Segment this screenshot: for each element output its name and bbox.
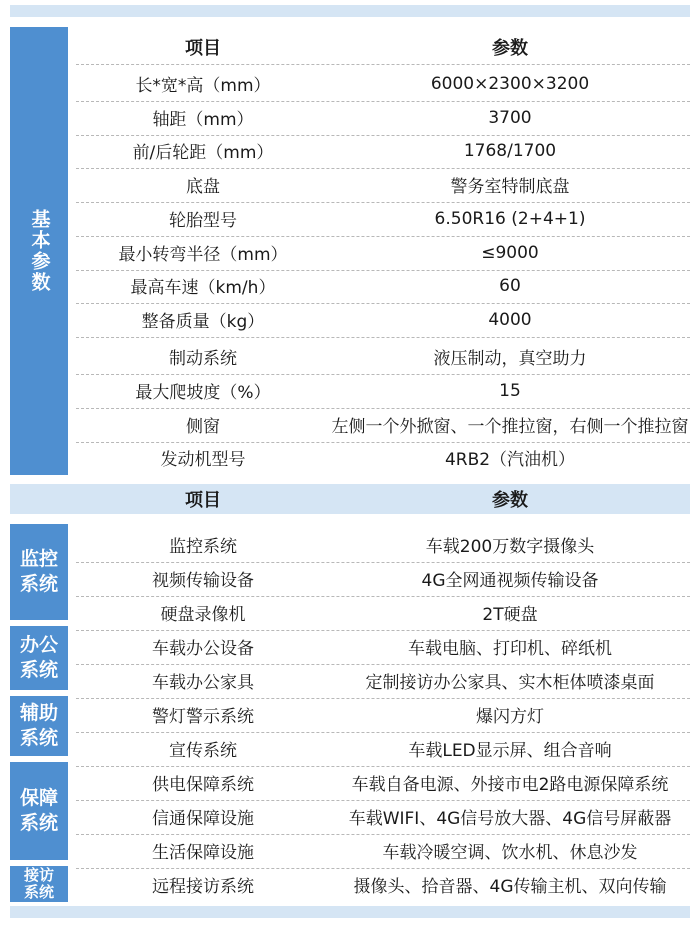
param-cell: 4G全网通视频传输设备 — [421, 571, 599, 591]
param-cell: 15 — [499, 380, 521, 401]
table-row — [76, 800, 690, 833]
header-param: 参数 — [492, 490, 528, 511]
item-cell: 整备质量（kg） — [141, 312, 265, 332]
side-label-group: 辅助 系统 — [10, 696, 68, 756]
item-cell: 制动系统 — [169, 349, 237, 369]
param-cell: 定制接访办公家具、实木柜体喷漆桌面 — [365, 673, 655, 693]
table-row — [76, 766, 690, 799]
param-cell: 6000×2300×3200 — [430, 73, 590, 94]
item-cell: 车载办公设备 — [152, 639, 254, 659]
item-cell: 前/后轮距（mm） — [132, 143, 274, 163]
table-row — [76, 134, 690, 167]
item-cell: 供电保障系统 — [152, 775, 254, 795]
item-cell: 车载办公家具 — [152, 673, 254, 693]
param-cell: 车载冷暖空调、饮水机、休息沙发 — [382, 843, 638, 863]
side-label-basic-params: 基本参数 — [10, 27, 68, 475]
param-cell: 车载电脑、打印机、碎纸机 — [408, 639, 612, 659]
table-row — [76, 269, 690, 302]
table-row — [76, 202, 690, 235]
table-row — [76, 441, 690, 474]
item-cell: 监控系统 — [169, 537, 237, 557]
side-label-group: 保障 系统 — [10, 762, 68, 860]
param-cell: 6.50R16 (2+4+1) — [434, 208, 586, 229]
table-row — [76, 868, 690, 901]
item-cell: 发动机型号 — [160, 450, 246, 470]
item-cell: 视频传输设备 — [152, 571, 254, 591]
table-row — [76, 664, 690, 697]
item-cell: 轮胎型号 — [169, 211, 237, 231]
param-cell: ≤9000 — [481, 242, 539, 263]
item-cell: 生活保障设施 — [152, 843, 254, 863]
param-cell: 液压制动，真空助力 — [433, 349, 587, 369]
side-label-group: 监控 系统 — [10, 524, 68, 620]
top-band — [10, 5, 690, 17]
item-cell: 信通保障设施 — [152, 809, 254, 829]
table-row — [76, 596, 690, 629]
table-row — [76, 340, 690, 373]
table-row — [76, 732, 690, 765]
table-row — [76, 408, 690, 441]
item-cell: 侧窗 — [186, 417, 220, 437]
header-item: 项目 — [185, 490, 221, 511]
header-item: 项目 — [185, 37, 221, 59]
param-cell: 车载200万数字摄像头 — [425, 537, 595, 557]
table-row — [76, 562, 690, 595]
header-param: 参数 — [492, 37, 528, 59]
item-cell: 最高车速（km/h） — [130, 278, 276, 298]
side-label-group: 办公 系统 — [10, 626, 68, 690]
param-cell: 警务室特制底盘 — [450, 177, 570, 197]
param-cell: 2T硬盘 — [482, 605, 538, 625]
table-row — [76, 303, 690, 336]
param-cell: 车载WIFI、4G信号放大器、4G信号屏蔽器 — [348, 809, 672, 829]
table-row — [76, 834, 690, 867]
table-row — [76, 101, 690, 134]
item-cell: 宣传系统 — [169, 741, 237, 761]
table-row — [76, 528, 690, 561]
table-row — [76, 236, 690, 269]
param-cell: 车载自备电源、外接市电2路电源保障系统 — [351, 775, 669, 795]
table-row — [76, 630, 690, 663]
item-cell: 轴距（mm） — [152, 110, 254, 130]
row-divider — [76, 337, 690, 338]
param-cell: 4RB2（汽油机） — [444, 450, 576, 470]
row-divider — [76, 64, 690, 65]
param-cell: 4000 — [488, 309, 532, 330]
param-cell: 爆闪方灯 — [476, 707, 544, 727]
param-cell: 左侧一个外掀窗、一个推拉窗，右侧一个推拉窗 — [331, 417, 689, 437]
table2-header — [76, 484, 690, 514]
item-cell: 警灯警示系统 — [152, 707, 254, 727]
table-row — [76, 67, 690, 100]
table-row — [76, 168, 690, 201]
item-cell: 硬盘录像机 — [160, 605, 246, 625]
table1-header — [76, 30, 690, 63]
param-cell: 3700 — [488, 107, 532, 128]
item-cell: 最大爬坡度（%） — [135, 383, 271, 403]
side-label-group: 接访 系统 — [10, 866, 68, 902]
table-row — [76, 374, 690, 407]
param-cell: 摄像头、拾音器、4G传输主机、双向传输 — [353, 877, 667, 897]
item-cell: 远程接访系统 — [152, 877, 254, 897]
param-cell: 1768/1700 — [463, 140, 557, 161]
table-row — [76, 698, 690, 731]
item-cell: 底盘 — [186, 177, 220, 197]
item-cell: 最小转弯半径（mm） — [118, 245, 288, 265]
param-cell: 车载LED显示屏、组合音响 — [408, 741, 612, 761]
param-cell: 60 — [499, 275, 521, 296]
item-cell: 长*宽*高（mm） — [135, 76, 271, 96]
bottom-band — [10, 906, 690, 918]
